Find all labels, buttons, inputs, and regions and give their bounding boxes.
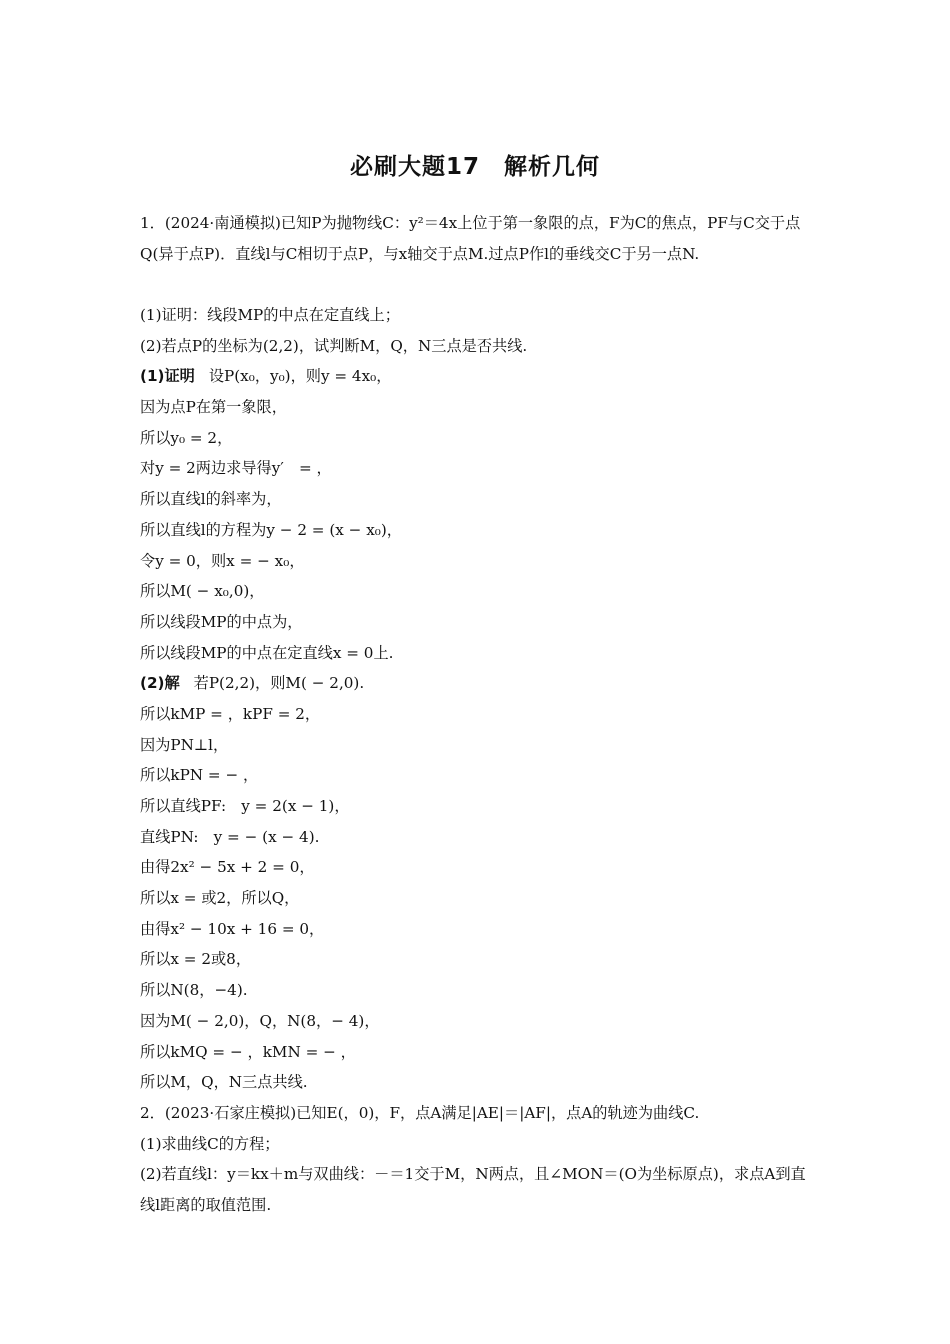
solution-line: 所以线段MP的中点为， (140, 612, 303, 631)
solution-line: 所以kMP = ，kPF = 2， (140, 704, 321, 723)
solution-line: 所以x = 或2，所以Q， (140, 889, 300, 908)
problem-1-part-2: (2)若点P的坐标为(2,2)，试判断M，Q，N三点是否共线. (140, 336, 528, 355)
problem-2-statement: 2．(2023·石家庄模拟)已知E(，0)，F，点A满足|AE|＝|AF|，点A的轨迹为曲线C. (140, 1103, 700, 1122)
solution-line: 因为点P在第一象限， (140, 398, 287, 417)
part-2-first-line (140, 668, 812, 699)
solution-line: 所以y₀ = 2， (140, 428, 233, 447)
solution-line: 直线PN: y = − (x − 4). (140, 827, 320, 846)
solution-line: 所以线段MP的中点在定直线x = 0上. (140, 643, 394, 662)
solution-line: 对y = 2两边求导得y′ = ， (140, 459, 332, 478)
solution-line: 由得x² − 10x + 16 = 0， (140, 919, 325, 938)
solution-line: 因为M( − 2,0)，Q，N(8，− 4)， (140, 1011, 380, 1030)
proof-label: (1)证明 (140, 367, 195, 386)
solution-line: 所以x = 2或8， (140, 950, 252, 969)
problem-2-part-2 (140, 1159, 812, 1220)
problem-1-text: 1．(2024·南通模拟)已知P为抛物线C：y²＝4x上位于第一象限的点，F为C的焦点，PF与C交于点Q(异于点P)．直线l与C相切于点P，与x轴交于点M.过点P作l的垂线交C于另一点N. (140, 214, 801, 263)
solution-line: 所以kPN = − ， (140, 766, 259, 785)
solution-line: 所以直线l的方程为y − 2 = (x − x₀)， (140, 520, 402, 539)
document-body (140, 208, 812, 1221)
solution-line: 所以直线PF: y = 2(x − 1)， (140, 797, 350, 815)
solution-line: 令y = 0，则x = − x₀， (140, 551, 305, 570)
problem-1-statement (140, 208, 812, 300)
solution-line: 所以M，Q，N三点共线. (140, 1073, 308, 1092)
solution-line: 所以M( − x₀,0)， (140, 582, 265, 601)
problem-1-part-1: (1)证明：线段MP的中点在定直线上； (140, 306, 400, 324)
solution-line: 因为PN⊥l， (140, 735, 229, 754)
solution-line: 所以直线l的斜率为， (140, 490, 282, 509)
solution-line: 由得2x² − 5x + 2 = 0， (140, 858, 315, 877)
page-title: 必刷大题17 解析几何 (349, 154, 600, 180)
solution-line: 所以N(8，−4). (140, 981, 248, 1000)
part-2-label: (2)解 (140, 674, 180, 693)
problem-2-part-2-text: (2)若直线l：y＝kx＋m与双曲线：－＝1交于M，N两点，且∠MON＝(O为坐标原点)，求点A到直线l距离的取值范围. (140, 1165, 806, 1214)
solution-line: 所以kMQ = − ，kMN = − ， (140, 1042, 356, 1061)
proof-first-line (140, 361, 812, 392)
part-2-first-text: 若P(2,2)，则M( − 2,0). (193, 674, 365, 693)
problem-2-part-1: (1)求曲线C的方程； (140, 1134, 280, 1153)
proof-first-text: 设P(x₀，y₀)，则y = 4x₀， (208, 367, 392, 386)
